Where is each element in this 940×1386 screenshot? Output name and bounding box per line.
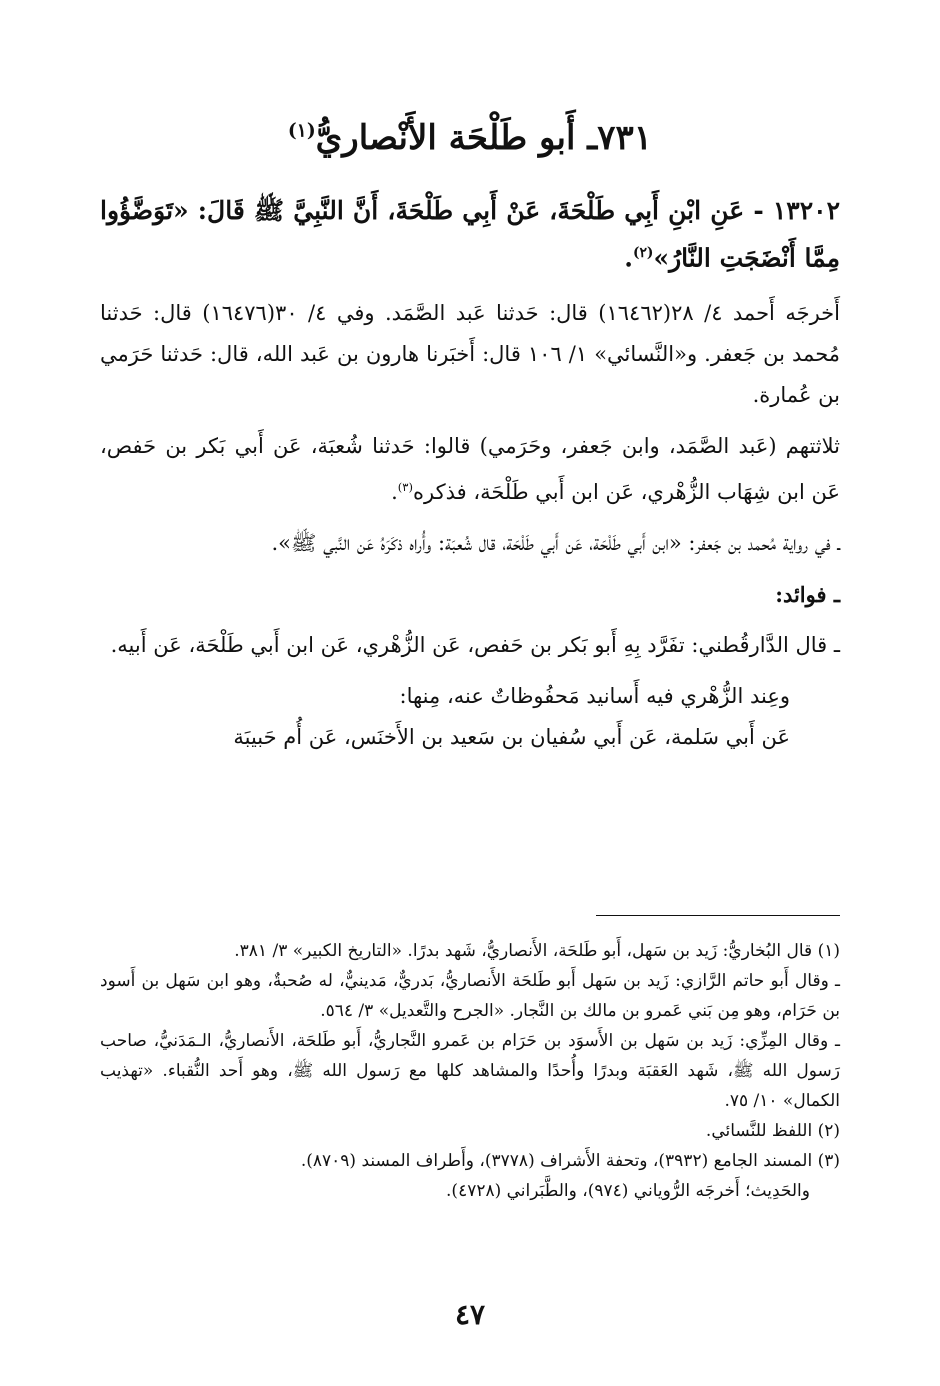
title-footnote-ref: (١) (287, 119, 316, 142)
chain-footnote-ref: (٣) (397, 480, 413, 495)
narration-note: ـ في رواية مُحمد بن جَعفر: «ابن أَبي طَلْحَة، عَن أَبي طَلْحَة، قال شُعبَة: وأُراه ذكَرَهُ عَن النَّبي ﷺ». (271, 531, 840, 556)
footnote-divider (596, 915, 840, 916)
benefit-item: ـ قال الدَّارقُطني: تفَرَّد بِهِ أَبو بَكر بن حَفص، عَن الزُّهْري، عَن ابن أَبي طَلْحَة، عَن أَبيه. (110, 633, 840, 658)
benefits-heading: ـ فوائد: (775, 582, 840, 608)
footnote-1: (١) قال البُخاريُّ: زَيد بن سَهل، أَبو طَلحَة، الأَنصاريُّ، شَهد بدرًا. «التاريخ الكبير» ٣/ ٣٨١. (234, 941, 840, 961)
chain-text: ثلاثتهم (عَبد الصَّمَد، وابن جَعفر، وحَرَمي) قالوا: حَدثنا شُعبَة، عَن أَبي بَكر بن حَفص، عَن ابن شِهَاب الزُّهْري، عَن ابن أَبي طَلْحَة، فذكره (100, 434, 840, 505)
footnote-1-continued: ـ وقال أَبو حاتم الرَّازي: زَيد بن سَهل أَبو طَلحَة الأَنصاريُّ، بَدريٌّ، مَدينيٌّ، له صُحبةٌ، وهو ابن سَهل بن أَسود بن حَرَام، وهو مِن بَني عَمرو بن مالك بن النَّجار. «الجرح والتَّعديل» ٣/ ٥٦٤. (100, 971, 840, 1021)
footnote-3-continued: والحَدِيث؛ أَخرجَه الرُّوياني (٩٧٤)، والطَّبَراني (٤٧٢٨). (446, 1181, 810, 1201)
main-text (100, 190, 840, 758)
hadith-body: ١٣٢٠٢ - عَنِ ابْنِ أَبِي طَلْحَةَ، عَنْ أَبِي طَلْحَةَ، أَنَّ النَّبِيَّ ﷺ قَالَ: «تَوَضَّؤُوا مِمَّا أَنْضَجَتِ النَّارُ» (100, 196, 840, 273)
hadith-footnote-ref: (٢) (633, 245, 654, 261)
footnote-2: (٢) اللفظ للنَّسائي. (705, 1121, 840, 1141)
footnote-3: (٣) المسند الجامع (٣٩٣٢)، وتحفة الأَشراف (٣٧٧٨)، وأَطراف المسند (٨٧٠٩). (300, 1151, 840, 1171)
footnotes (100, 936, 840, 1206)
chain-tail: . (391, 480, 398, 505)
benefit-item: عَن أَبي سَلمة، عَن أَبي سُفيان بن سَعيد بن الأَخنَس، عَن أُم حَبيبَة (233, 725, 790, 750)
chapter-title (0, 118, 940, 158)
benefit-item: وعِند الزُّهْري فيه أَسانيد مَحفُوظاتٌ عنه، مِنها: (399, 684, 790, 709)
hadith-text: ١٣٢٠٢ - عَنِ ابْنِ أَبِي طَلْحَةَ، عَنْ أَبِي طَلْحَةَ، أَنَّ النَّبِيَّ ﷺ قَالَ: «تَوَضَّؤُوا مِمَّا أَنْضَجَتِ النَّارُ»$^{(٢)}$. (100, 196, 840, 273)
chain-paragraph (100, 426, 840, 513)
footnote-1-continued: ـ وقال المِزِّي: زَيد بن سَهل بن الأَسوَد بن حَرَام بن عَمرو النَّجاريُّ، أَبو طَلحَة، الأَنصاريُّ، الـمَدَنيُّ، صاحب رَسول الله ﷺ، شَهد العَقبَة وبدرًا وأُحدًا والمشاهد كلها مع رَسول الله ﷺ، وهو أَحد النُّقباء. «تهذيب الكمال» ١٠/ ٧٥. (100, 1031, 840, 1111)
page-number: ٤٧ (454, 1298, 486, 1331)
chapter-title-text: ٧٣١ـ أَبو طَلْحَة الأَنْصاريُّ (315, 118, 653, 158)
takhrij-paragraph: أَخرجَه أَحمد ٤/ ٢٨(١٦٤٦٢) قال: حَدثنا عَبد الصَّمَد. وفي ٤/ ٣٠(١٦٤٧٦) قال: حَدثنا مُحمد بن جَعفر. و«النَّسائي» ١/ ١٠٦ قال: أَخبَرنا هارون بن عَبد الله، قال: حَدثنا حَرَمي بن عُمارة. (100, 301, 840, 408)
